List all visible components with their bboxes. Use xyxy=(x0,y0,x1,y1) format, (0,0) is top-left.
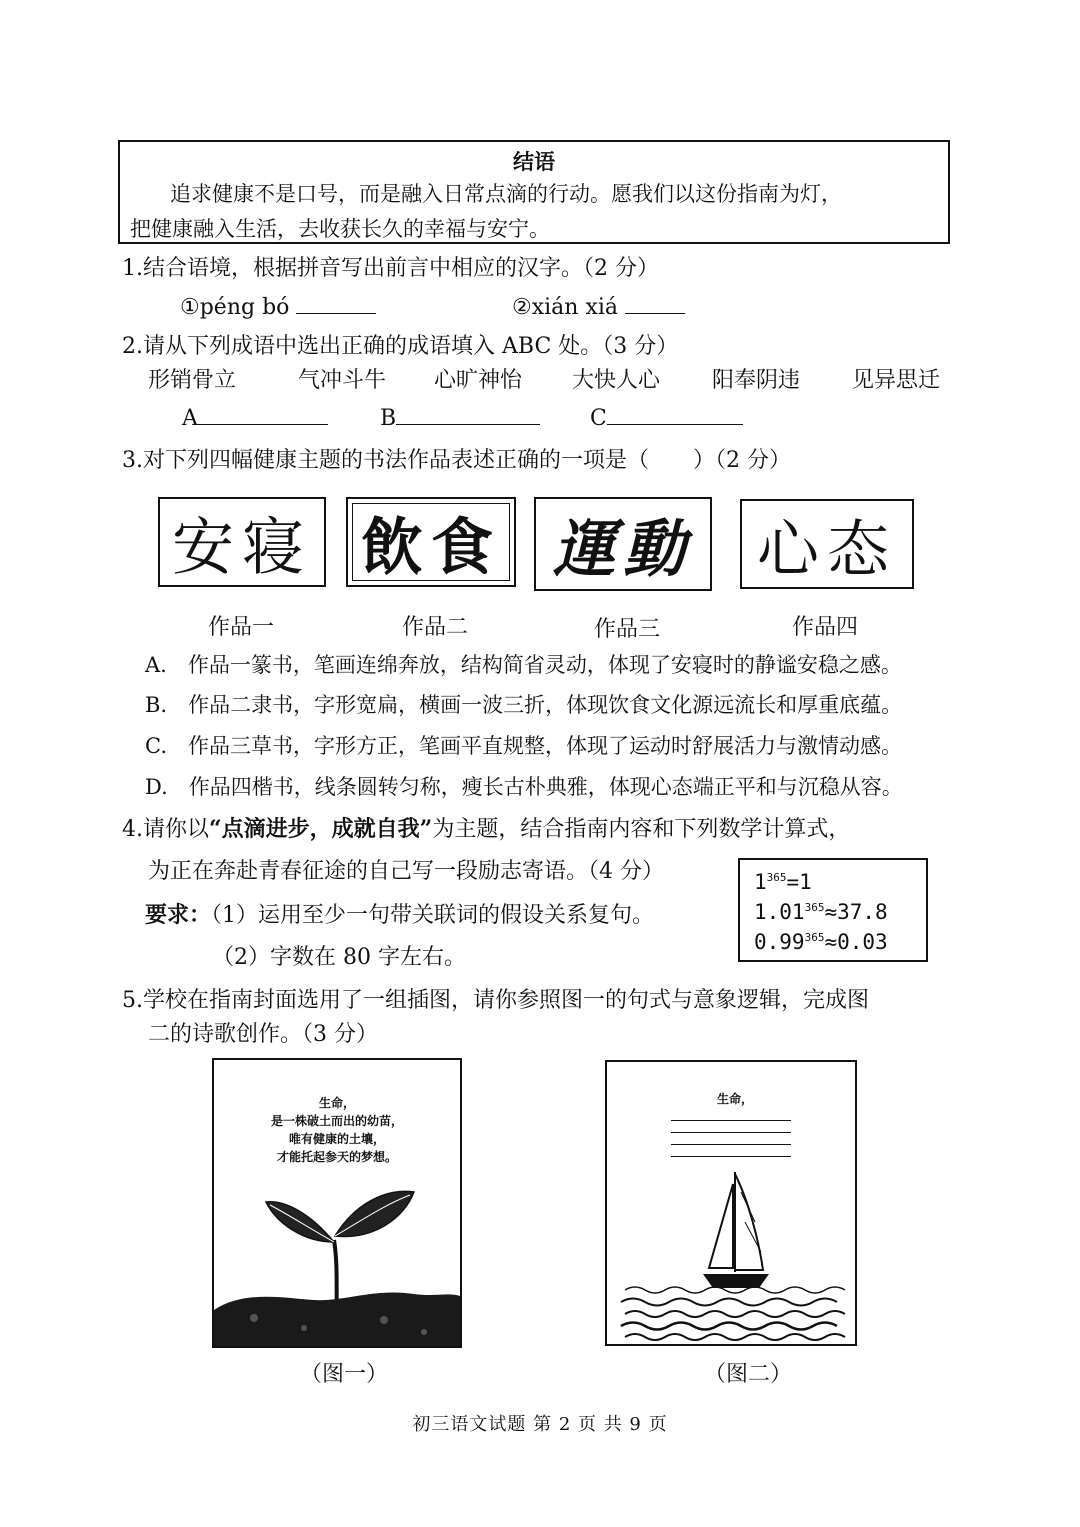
pinyin-1: ①péng bó xyxy=(180,295,290,320)
idiom-3: 心旷神怡 xyxy=(434,368,523,393)
question-1-item-2 xyxy=(512,291,685,323)
caption-work-1: 作品一 xyxy=(208,615,275,640)
calligraphy-chars-4: 心态 xyxy=(756,512,897,586)
figure-2-blank-line-2[interactable] xyxy=(671,1132,791,1133)
calligraphy-work-4 xyxy=(740,499,914,589)
question-4-requirement-2: （2）字数在 80 字左右。 xyxy=(212,945,466,970)
caption-work-2: 作品二 xyxy=(402,615,469,640)
calligraphy-chars-2: 飲食 xyxy=(360,510,501,584)
conclusion-title: 结语 xyxy=(513,149,555,174)
question-1-item-1 xyxy=(180,291,376,323)
math-formula-box xyxy=(738,858,928,962)
pinyin-2: ②xián xiá xyxy=(512,295,619,320)
question-4-line-1 xyxy=(122,814,850,845)
answer-blank-2[interactable] xyxy=(625,291,685,314)
idiom-2: 气冲斗牛 xyxy=(298,368,387,393)
question-4-suffix: 为主题，结合指南内容和下列数学计算式， xyxy=(432,817,851,842)
blank-a-line[interactable] xyxy=(198,402,328,425)
question-4-requirement-1 xyxy=(145,900,654,931)
math-line-2: $1.01^{365}\approx 37.8$ xyxy=(754,900,888,924)
idiom-5: 阳奉阴违 xyxy=(712,368,801,393)
figure-2-blank-line-3[interactable] xyxy=(671,1144,791,1145)
figure-1-poem-line-3: 唯有健康的土壤， xyxy=(288,1132,385,1146)
calligraphy-work-2 xyxy=(346,497,516,587)
option-a[interactable]: A. 作品一篆书，笔画连绵奔放，结构简省灵动，体现了安寝时的静谧安稳之感。 xyxy=(145,653,902,677)
blank-a xyxy=(182,402,328,434)
requirement-1-text: （1）运用至少一句带关联词的假设关系复句。 xyxy=(211,903,655,928)
figure-2-caption: （图二） xyxy=(704,1362,793,1387)
blank-c-line[interactable] xyxy=(607,402,743,425)
figure-1-caption: （图一） xyxy=(300,1362,389,1387)
calligraphy-work-1 xyxy=(158,497,326,587)
question-5-line-2: 二的诗歌创作。（3 分） xyxy=(148,1022,378,1047)
requirement-label: 要求： xyxy=(145,902,212,928)
figure-1-poem xyxy=(214,1094,460,1166)
figure-2-sailboat xyxy=(605,1060,857,1346)
page-footer: 初三语文试题 第 2 页 共 9 页 xyxy=(412,1414,668,1435)
option-d[interactable]: D. 作品四楷书，线条圆转匀称，瘦长古朴典雅，体现心态端正平和与沉稳从容。 xyxy=(145,775,903,799)
sprout-illustration xyxy=(214,1160,460,1346)
question-4-prefix: 4.请你以 xyxy=(122,817,209,842)
blank-c-label: C xyxy=(590,406,607,431)
question-4-theme: “点滴进步，成就自我” xyxy=(209,816,433,842)
conclusion-line-1: 追求健康不是口号，而是融入日常点滴的行动。愿我们以这份指南为灯， xyxy=(170,182,842,206)
calligraphy-chars-3: 運動 xyxy=(552,512,693,586)
calligraphy-chars-1: 安寝 xyxy=(171,510,312,584)
figure-2-poem-start: 生命， xyxy=(717,1092,754,1106)
figure-1-poem-line-1: 生命， xyxy=(318,1096,355,1110)
question-5-line-1: 5.学校在指南封面选用了一组插图，请你参照图一的句式与意象逻辑，完成图 xyxy=(122,988,869,1013)
conclusion-line-2: 把健康融入生活，去收获长久的幸福与安宁。 xyxy=(130,217,550,241)
blank-c xyxy=(590,402,743,434)
idiom-6: 见异思迁 xyxy=(852,368,941,393)
idiom-4: 大快人心 xyxy=(572,368,661,393)
option-c[interactable]: C. 作品三草书，字形方正，笔画平直规整，体现了运动时舒展活力与激情动感。 xyxy=(145,734,902,758)
option-b[interactable]: B. 作品二隶书，字形宽扁，横画一波三折，体现饮食文化源远流长和厚重底蕴。 xyxy=(145,693,903,717)
figure-1-poem-line-2: 是一株破土而出的幼苗， xyxy=(270,1114,403,1128)
blank-b-label: B xyxy=(380,406,397,431)
figure-1-poem-line-4: 才能托起参天的梦想。 xyxy=(276,1150,397,1164)
question-3-text: 3.对下列四幅健康主题的书法作品表述正确的一项是（ ）（2 分） xyxy=(122,448,791,473)
math-line-1: $1^{365}=1$ xyxy=(754,870,812,894)
calligraphy-work-3 xyxy=(534,497,712,591)
conclusion-box xyxy=(118,140,950,244)
math-line-3: $0.99^{365}\approx 0.03$ xyxy=(754,930,888,954)
figure-1-sprout xyxy=(212,1058,462,1348)
caption-work-3: 作品三 xyxy=(594,617,661,642)
question-2-text: 2.请从下列成语中选出正确的成语填入 ABC 处。（3 分） xyxy=(122,334,679,359)
sailboat-illustration xyxy=(607,1162,855,1344)
blank-b xyxy=(380,402,540,434)
caption-work-4: 作品四 xyxy=(792,615,859,640)
figure-2-blank-line-1[interactable] xyxy=(671,1120,791,1121)
figure-2-blank-line-4[interactable] xyxy=(671,1156,791,1157)
idiom-1: 形销骨立 xyxy=(148,368,237,393)
blank-a-label: A xyxy=(182,406,198,431)
question-4-line-2: 为正在奔赴青春征途的自己写一段励志寄语。（4 分） xyxy=(148,859,664,884)
blank-b-line[interactable] xyxy=(396,402,540,425)
question-1-text: 1.结合语境，根据拼音写出前言中相应的汉字。（2 分） xyxy=(122,256,659,281)
answer-blank-1[interactable] xyxy=(296,291,376,314)
